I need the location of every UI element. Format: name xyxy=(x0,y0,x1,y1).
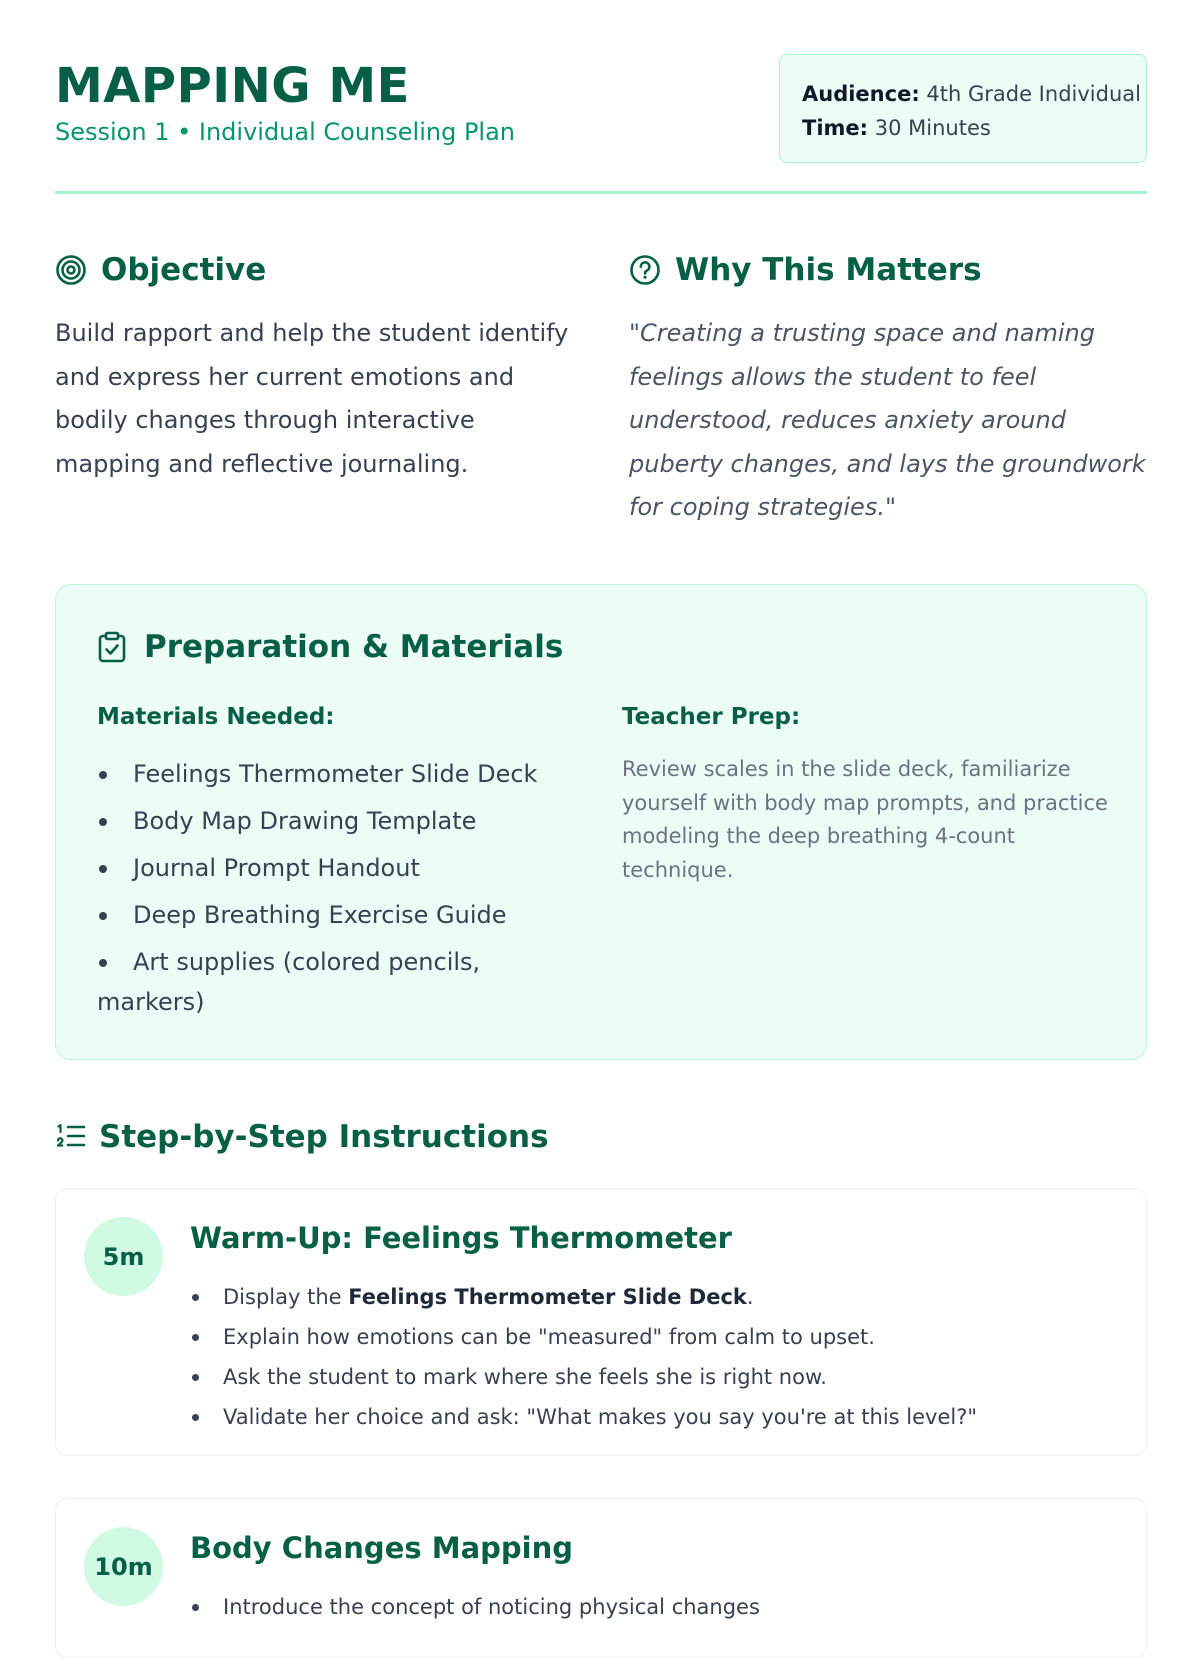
page-title: MAPPING ME xyxy=(55,58,410,114)
step-bullets xyxy=(190,1277,1110,1437)
teacher-prep-heading: Teacher Prep: xyxy=(622,704,801,730)
time-label: Time: xyxy=(802,116,869,140)
step-bullets xyxy=(190,1587,1110,1627)
objective-section xyxy=(55,250,575,486)
teacher-prep-column xyxy=(622,704,1112,887)
time-value: 30 Minutes xyxy=(874,116,991,140)
why-title: Why This Matters xyxy=(675,252,982,288)
session-meta-box xyxy=(779,54,1147,163)
list-item: Body Map Drawing Template xyxy=(97,801,557,841)
objective-title: Objective xyxy=(101,252,267,288)
materials-heading: Materials Needed: xyxy=(97,704,335,730)
time-row xyxy=(802,111,1146,145)
steps-title: Step-by-Step Instructions xyxy=(99,1119,549,1155)
step-card xyxy=(55,1188,1147,1456)
step-title: Warm-Up: Feelings Thermometer xyxy=(190,1221,732,1255)
materials-list xyxy=(97,754,557,1022)
why-heading xyxy=(629,250,1149,290)
question-circle-icon xyxy=(629,254,661,286)
objective-text: Build rapport and help the student identify and express her current emotions and bodily changes through interactive mapping and reflective journaling. xyxy=(55,319,569,478)
list-item: Validate her choice and ask: "What makes you say you're at this level?" xyxy=(190,1397,1110,1437)
duration-badge: 10m xyxy=(84,1527,163,1606)
header xyxy=(55,0,1147,194)
list-item: Deep Breathing Exercise Guide xyxy=(97,895,557,935)
list-item: Feelings Thermometer Slide Deck xyxy=(97,754,557,794)
preparation-heading xyxy=(96,627,563,667)
list-item xyxy=(190,1277,1110,1317)
steps-heading xyxy=(55,1117,549,1157)
bullet-text-end: . xyxy=(746,1285,754,1309)
audience-value: 4th Grade Individual xyxy=(926,82,1141,106)
step-title: Body Changes Mapping xyxy=(190,1531,574,1565)
list-item: Journal Prompt Handout xyxy=(97,848,557,888)
list-item: Art supplies (colored pencils, markers) xyxy=(97,942,557,1022)
page-subtitle: Session 1 • Individual Counseling Plan xyxy=(55,118,515,146)
list-item: Explain how emotions can be "measured" from calm to upset. xyxy=(190,1317,1110,1357)
why-quote: "Creating a trusting space and naming feelings allows the student to feel understood, reduces anxiety around puberty changes, and lays the groundwork for coping strategies." xyxy=(629,319,1146,521)
duration-badge: 5m xyxy=(84,1217,163,1296)
list-item: Introduce the concept of noticing physical changes xyxy=(190,1587,1110,1627)
objective-heading xyxy=(55,250,575,290)
why-section xyxy=(629,250,1149,530)
target-icon xyxy=(55,254,87,286)
bullet-text: Display the xyxy=(223,1285,349,1309)
audience-row xyxy=(802,77,1146,111)
bullet-bold-text: Feelings Thermometer Slide Deck xyxy=(348,1285,747,1309)
lesson-plan-page xyxy=(55,0,1147,1619)
audience-label: Audience: xyxy=(802,82,920,106)
list-item: Ask the student to mark where she feels she is right now. xyxy=(190,1357,1110,1397)
preparation-panel xyxy=(55,584,1147,1060)
numbered-list-icon xyxy=(55,1121,87,1153)
step-card xyxy=(55,1498,1147,1658)
teacher-prep-text: Review scales in the slide deck, familiarize yourself with body map prompts, and practice modeling the deep breathing 4-count technique. xyxy=(622,757,1108,882)
materials-column xyxy=(97,704,557,1029)
clipboard-check-icon xyxy=(96,631,128,663)
preparation-title: Preparation & Materials xyxy=(144,629,564,665)
